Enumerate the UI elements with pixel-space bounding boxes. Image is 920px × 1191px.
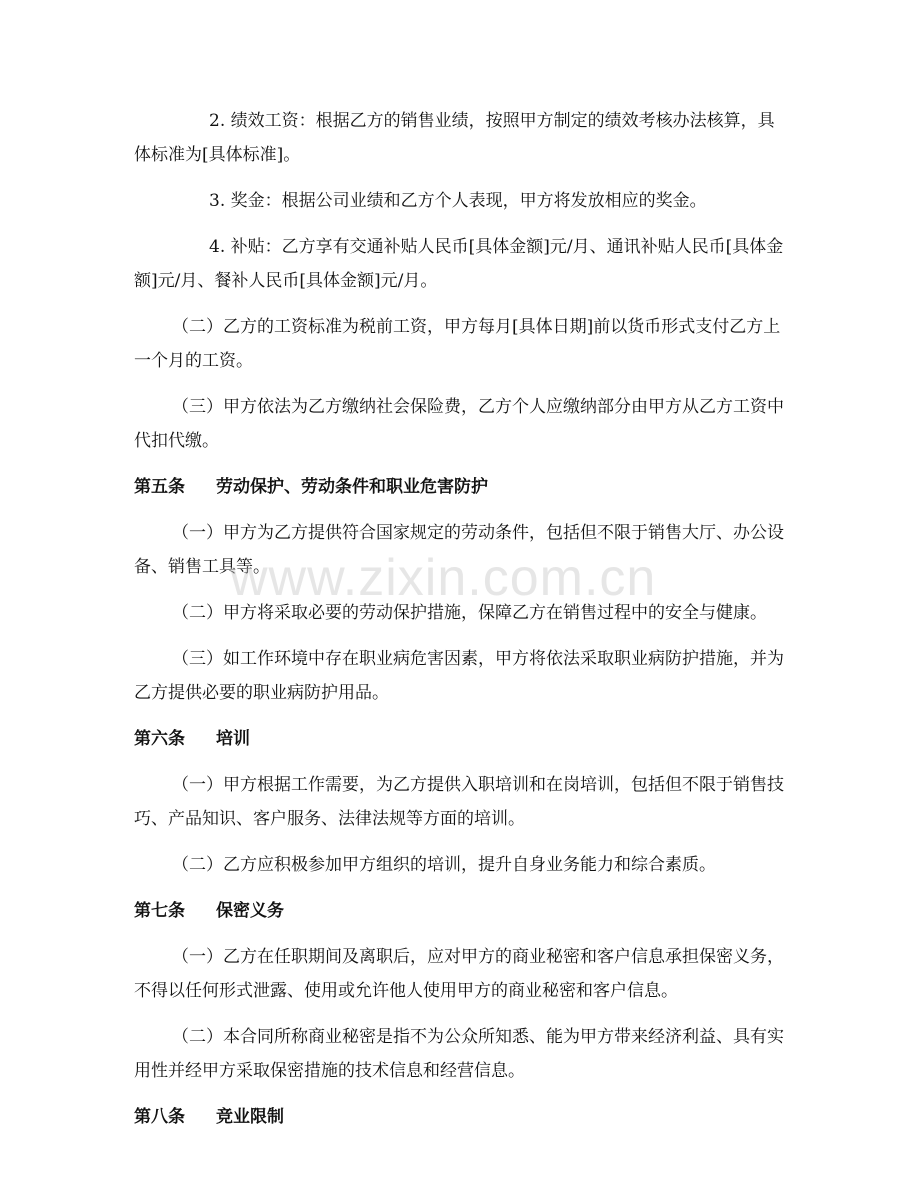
paragraph: 4. 补贴：乙方享有交通补贴人民币[具体金额]元/月、通讯补贴人民币[具体金额]元/月、餐补人民币[具体金额]元/月。 [134, 237, 784, 291]
paragraph: （一）乙方在任职期间及离职后，应对甲方的商业秘密和客户信息承担保密义务，不得以任何形式泄露、使用或允许他人使用甲方的商业秘密和客户信息。 [134, 947, 784, 1001]
section-heading [134, 722, 786, 756]
paragraph: （一）甲方为乙方提供符合国家规定的劳动条件，包括但不限于销售大厅、办公设备、销售工具等。 [134, 523, 784, 577]
paragraph: 3. 奖金：根据公司业绩和乙方个人表现，甲方将发放相应的奖金。 [209, 191, 707, 211]
section-number: 第五条 [134, 477, 185, 497]
paragraph: （二）乙方的工资标准为税前工资，甲方每月[具体日期]前以货币形式支付乙方上一个月的工资。 [134, 317, 781, 371]
paragraph: 2. 绩效工资：根据乙方的销售业绩，按照甲方制定的绩效考核办法核算，具体标准为[具体标准]。 [134, 111, 775, 165]
section-title: 劳动保护、劳动条件和职业危害防护 [216, 477, 488, 497]
section-heading [134, 1100, 786, 1134]
section-number: 第八条 [134, 1107, 185, 1127]
watermark: www.zixin.com.cn [230, 549, 657, 607]
section-heading [134, 894, 786, 928]
section-title: 保密义务 [216, 901, 284, 921]
section-title: 培训 [216, 729, 250, 749]
paragraph: （三）甲方依法为乙方缴纳社会保险费，乙方个人应缴纳部分由甲方从乙方工资中代扣代缴。 [134, 397, 784, 451]
section-title: 竞业限制 [216, 1107, 284, 1127]
paragraph: （三）如工作环境中存在职业病危害因素，甲方将依法采取职业病防护措施，并为乙方提供必要的职业病防护用品。 [134, 649, 784, 703]
section-heading [134, 470, 786, 504]
section-number: 第六条 [134, 729, 185, 749]
paragraph: （二）甲方将采取必要的劳动保护措施，保障乙方在销售过程中的安全与健康。 [172, 603, 767, 623]
paragraph: （二）本合同所称商业秘密是指不为公众所知悉、能为甲方带来经济利益、具有实用性并经甲方采取保密措施的技术信息和经营信息。 [134, 1027, 784, 1081]
section-number: 第七条 [134, 901, 185, 921]
paragraph: （一）甲方根据工作需要，为乙方提供入职培训和在岗培训，包括但不限于销售技巧、产品知识、客户服务、法律法规等方面的培训。 [134, 775, 784, 829]
paragraph: （二）乙方应积极参加甲方组织的培训，提升自身业务能力和综合素质。 [172, 855, 716, 875]
document-body [134, 104, 786, 1146]
